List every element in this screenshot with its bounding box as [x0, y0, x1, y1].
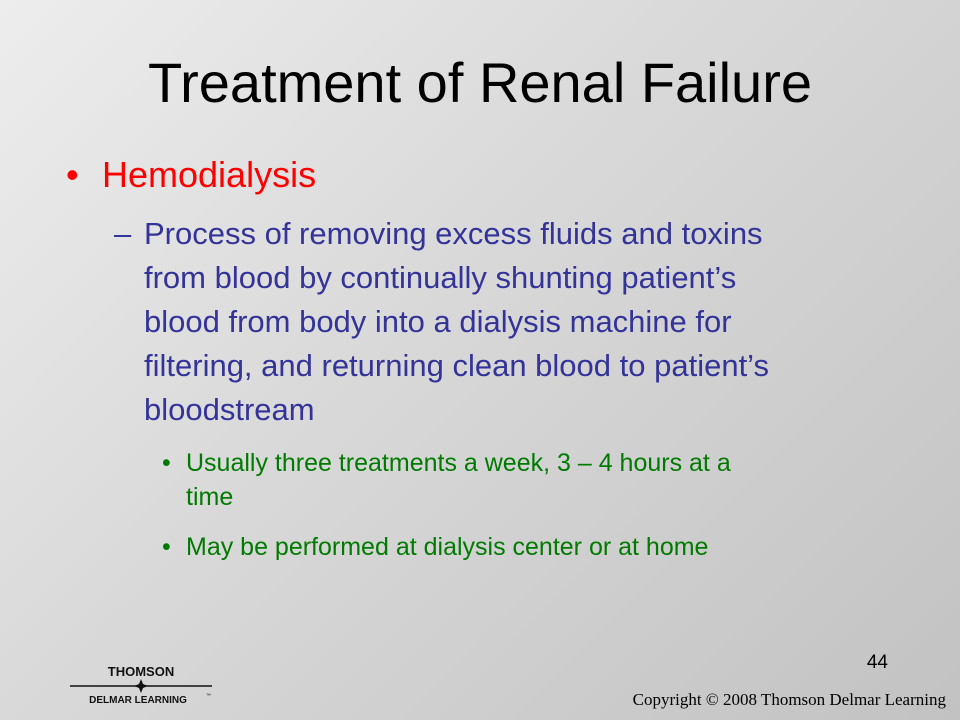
slide-title: Treatment of Renal Failure — [148, 51, 812, 114]
copyright-notice: Copyright © 2008 Thomson Delmar Learning — [632, 690, 946, 709]
thomson-delmar-logo — [66, 662, 216, 708]
star-icon — [134, 679, 148, 693]
logo-bottom-text: DELMAR LEARNING — [89, 695, 187, 706]
dash-marker: – — [114, 216, 132, 251]
definition-line-4: filtering, and returning clean blood to patient’s — [144, 348, 770, 383]
logo-trademark: ™ — [206, 693, 211, 699]
logo-top-text: THOMSON — [107, 664, 175, 679]
definition-line-3: blood from body into a dialysis machine for — [144, 304, 732, 339]
definition-line-5: bloodstream — [144, 392, 315, 427]
definition-line-2: from blood by continually shunting patient’s — [144, 260, 737, 295]
bullet-marker: • — [162, 449, 171, 477]
bullet-text: Hemodialysis — [102, 154, 317, 195]
bullet-marker: • — [66, 154, 79, 195]
definition-line-1: Process of removing excess fluids and toxins — [144, 216, 763, 251]
bullet-marker: • — [162, 533, 171, 561]
treatments-line-1: Usually three treatments a week, 3 – 4 hours at a — [186, 449, 731, 477]
treatments-line-2: time — [186, 483, 234, 511]
page-number: 44 — [866, 652, 888, 673]
location-line-1: May be performed at dialysis center or at home — [186, 533, 709, 561]
